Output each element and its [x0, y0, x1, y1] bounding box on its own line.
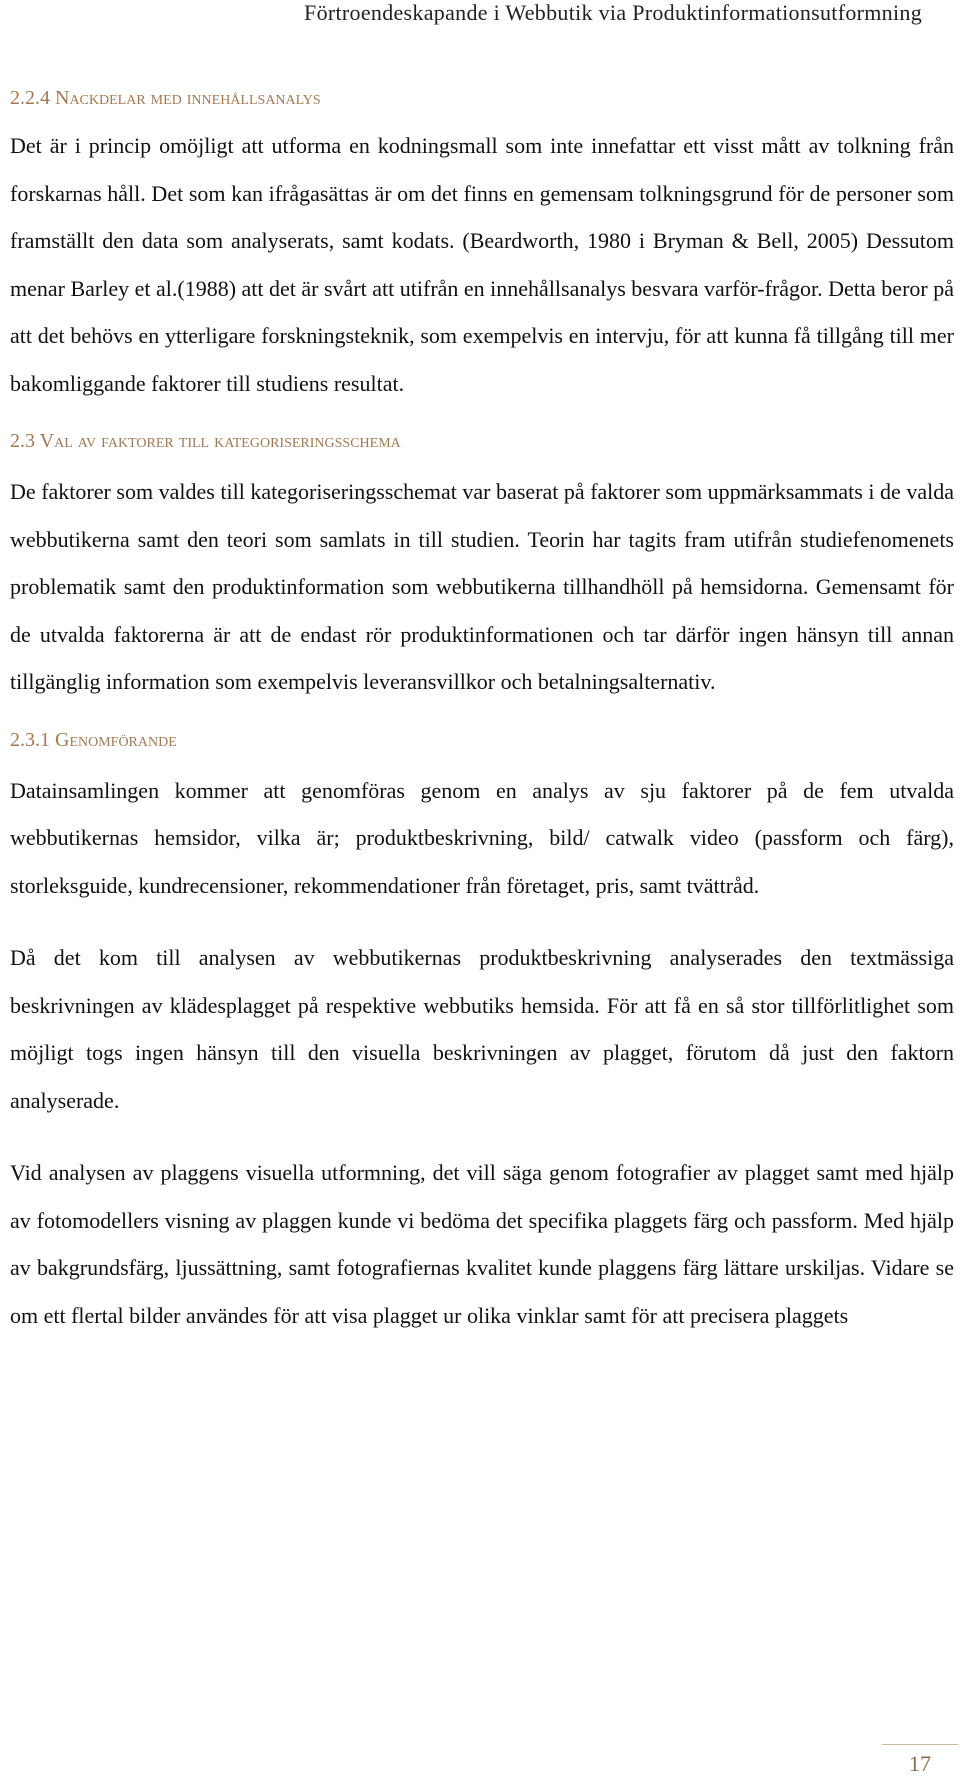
section-heading-2-3	[10, 427, 954, 455]
document-body	[10, 84, 954, 1339]
paragraph-val-av-faktorer: De faktorer som valdes till kategoriseringsschemat var baserat på faktorer som uppmärksammats i de valda webbutikerna samt den teori som samlats in till studien. Teorin har tagits fram utifrån studiefenomenets problematik samt den produktinformation som webbutikerna tillhandhöll på hemsidorna. Gemensamt för de utvalda faktorerna är att de endast rör produktinformationen och tar därför ingen hänsyn till annan tillgänglig information som exempelvis leveransvillkor och betalningsalternativ.	[10, 479, 954, 694]
section-title: Val av faktorer till kategoriseringsschema	[39, 430, 401, 452]
paragraph-produktbeskrivning: Då det kom till analysen av webbutikernas produktbeskrivning analyserades den textmässiga beskrivningen av klädesplagget på respektive webbutiks hemsida. För att få en så stor tillförlitlighet som möjligt togs ingen hänsyn till den visuella beskrivningen av plagget, förutom då just den faktorn analyserade.	[10, 945, 954, 1113]
paragraph-visuell-utformning: Vid analysen av plaggens visuella utformning, det vill säga genom fotografier av plagget samt med hjälp av fotomodellers visning av plaggen kunde vi bedöma det specifika plaggets färg och passform. Med hjälp av bakgrundsfärg, ljussättning, samt fotografiernas kvalitet kunde plaggens färg lättare urskiljas. Vidare se om ett flertal bilder användes för att visa plagget ur olika vinklar samt för att precisera plaggets	[10, 1160, 954, 1328]
paragraph-datainsamlingen: Datainsamlingen kommer att genomföras genom en analys av sju faktorer på de fem utvalda webbutikernas hemsidor, vilka är; produktbeskrivning, bild/ catwalk video (passform och färg), storleksguide, kundrecensioner, rekommendationer från företaget, pris, samt tvättråd.	[10, 777, 954, 898]
section-title: Genomförande	[55, 728, 177, 751]
running-header: Förtroendeskapande i Webbutik via Produktinformationsutformning	[304, 0, 922, 25]
section-number: 2.3	[10, 430, 35, 452]
page-number: 17	[909, 1751, 931, 1776]
section-number: 2.3.1	[10, 728, 50, 751]
section-heading-2-3-1	[10, 726, 954, 754]
footer-divider	[882, 1744, 958, 1745]
paragraph-nackdelar: Det är i princip omöjligt att utforma en kodningsmall som inte innefattar ett visst mått av tolkning från forskarnas håll. Det som kan ifrågasättas är om det finns en gemensam tolkningsgrund för de personer som framställt den data som analyserats, samt kodats. (Beardworth, 1980 i Bryman & Bell, 2005) Dessutom menar Barley et al.(1988) att det är svårt att utifrån en innehållsanalys besvara varför-frågor. Detta beror på att det behövs en ytterligare forskningsteknik, som exempelvis en intervju, för att kunna få tillgång till mer bakomliggande faktorer till studiens resultat.	[10, 133, 954, 396]
section-heading-2-2-4	[10, 84, 954, 112]
section-title: Nackdelar med innehållsanalys	[55, 87, 321, 109]
section-number: 2.2.4	[10, 87, 50, 109]
